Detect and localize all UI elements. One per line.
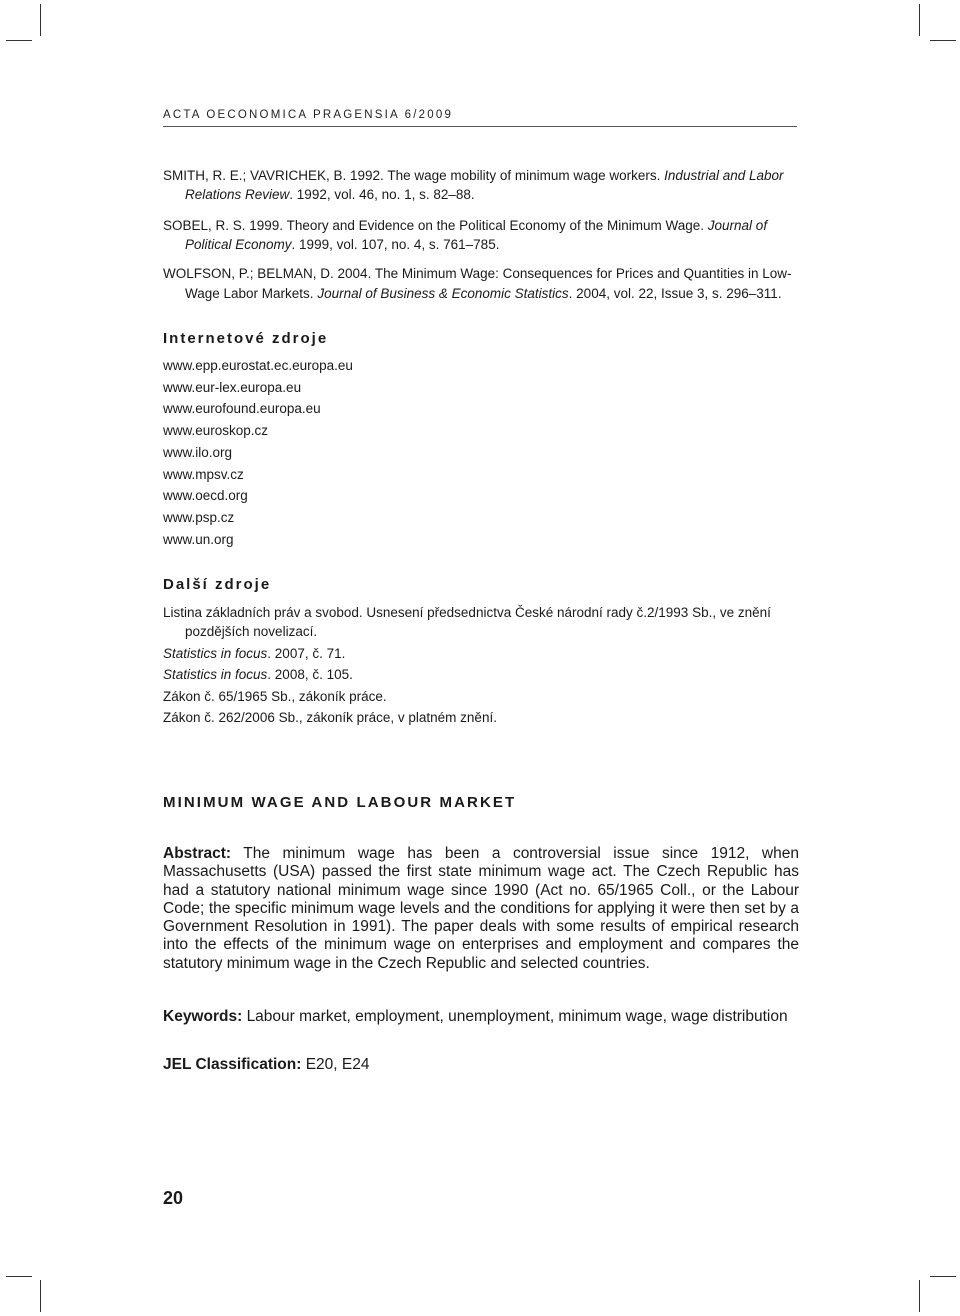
source-text: Zákon č. 65/1965 Sb., zákoník práce. (163, 688, 387, 704)
keywords-text: Labour market, employment, unemployment, minimum wage, wage distribution (246, 1008, 788, 1025)
reference-journal: Journal of Business & Economic Statistics (317, 286, 569, 301)
keywords (163, 1008, 788, 1026)
crop-mark (919, 4, 920, 36)
source-link[interactable]: www.epp.eurostat.ec.europa.eu (163, 358, 353, 373)
other-source-item (163, 687, 803, 706)
source-text: Zákon č. 262/2006 Sb., zákoník práce, v platném znění. (163, 710, 497, 725)
crop-mark (40, 1280, 41, 1312)
reference-text: . 2004, vol. 22, Issue 3, s. 296–311. (568, 286, 782, 301)
abstract-text: The minimum wage has been a controversial issue since 1912, when Massachusetts (USA) passed the first state minimum wage act. The Czech Republic has had a statutory national minimum wage since 1990 (Act no. 65/1965 Coll., or the Labour Code; the specific minimum wage levels and the conditions for applying it were then set by a Government Resolution in 1991). The paper deals with some results of empirical research into the effects of the minimum wage on enterprises and employment and compares the statutory minimum wage in the Czech Republic and selected countries. (163, 845, 799, 972)
source-title: Statistics in focus (163, 667, 268, 682)
header-rule (163, 126, 797, 127)
jel-classification (163, 1056, 370, 1074)
other-source-item (163, 644, 803, 663)
reference-text: SMITH, R. E.; VAVRICHEK, B. 1992. The wage mobility of minimum wage workers. (163, 168, 665, 183)
other-source-item (163, 665, 803, 684)
journal-header: ACTA OECONOMICA PRAGENSIA 6/2009 (163, 109, 454, 121)
reference-item (163, 216, 803, 254)
crop-mark (6, 1276, 32, 1277)
source-title: Statistics in focus (163, 645, 268, 661)
source-link[interactable]: www.mpsv.cz (163, 466, 244, 482)
abstract-label: Abstract: (163, 845, 232, 862)
reference-text: . 1992, vol. 46, no. 1, s. 82–88. (289, 187, 475, 202)
other-source-list (163, 603, 803, 730)
reference-journal: Journal of Political Economy (185, 218, 768, 252)
keywords-label: Keywords: (163, 1008, 243, 1025)
crop-mark (40, 4, 41, 36)
reference-list (163, 166, 803, 304)
crop-mark (930, 40, 956, 41)
source-link[interactable]: www.eur-lex.europa.eu (163, 379, 302, 395)
crop-mark (6, 40, 32, 41)
jel-label: JEL Classification: (163, 1056, 302, 1073)
source-link[interactable]: www.euroskop.cz (163, 423, 269, 439)
section-title-internet: Internetové zdroje (163, 330, 329, 347)
abstract (163, 845, 799, 973)
source-link[interactable]: www.oecd.org (163, 488, 248, 504)
link-list (163, 355, 353, 550)
reference-text: . 1999, vol. 107, no. 4, s. 761–785. (291, 237, 500, 252)
jel-text: E20, E24 (305, 1056, 370, 1073)
crop-mark (930, 1276, 956, 1277)
section-title-other: Další zdroje (163, 576, 272, 593)
source-link[interactable]: www.psp.cz (163, 509, 235, 525)
other-source-item (163, 708, 803, 727)
source-link[interactable]: www.ilo.org (163, 444, 233, 460)
other-source-item (163, 603, 803, 641)
source-link[interactable]: www.eurofound.europa.eu (163, 401, 321, 417)
source-text: . 2007, č. 71. (267, 645, 346, 661)
source-text: Listina základních práv a svobod. Usnesení předsednictva České národní rady č.2/1993 Sb., ve znění pozdějších novelizací. (163, 605, 771, 639)
page-number: 20 (163, 1188, 184, 1208)
crop-mark (919, 1280, 920, 1312)
source-link[interactable]: www.un.org (163, 531, 234, 547)
reference-journal: Industrial and Labor Relations Review (185, 168, 784, 202)
reference-item (163, 166, 803, 204)
article-title: MINIMUM WAGE AND LABOUR MARKET (163, 794, 517, 811)
reference-text: SOBEL, R. S. 1999. Theory and Evidence on the Political Economy of the Minimum Wage. (163, 218, 708, 233)
source-text: . 2008, č. 105. (267, 667, 353, 682)
reference-item (163, 264, 803, 304)
reference-text: WOLFSON, P.; BELMAN, D. 2004. The Minimum Wage: Consequences for Prices and Quantities in Low-Wage Labor Markets. (163, 266, 792, 301)
